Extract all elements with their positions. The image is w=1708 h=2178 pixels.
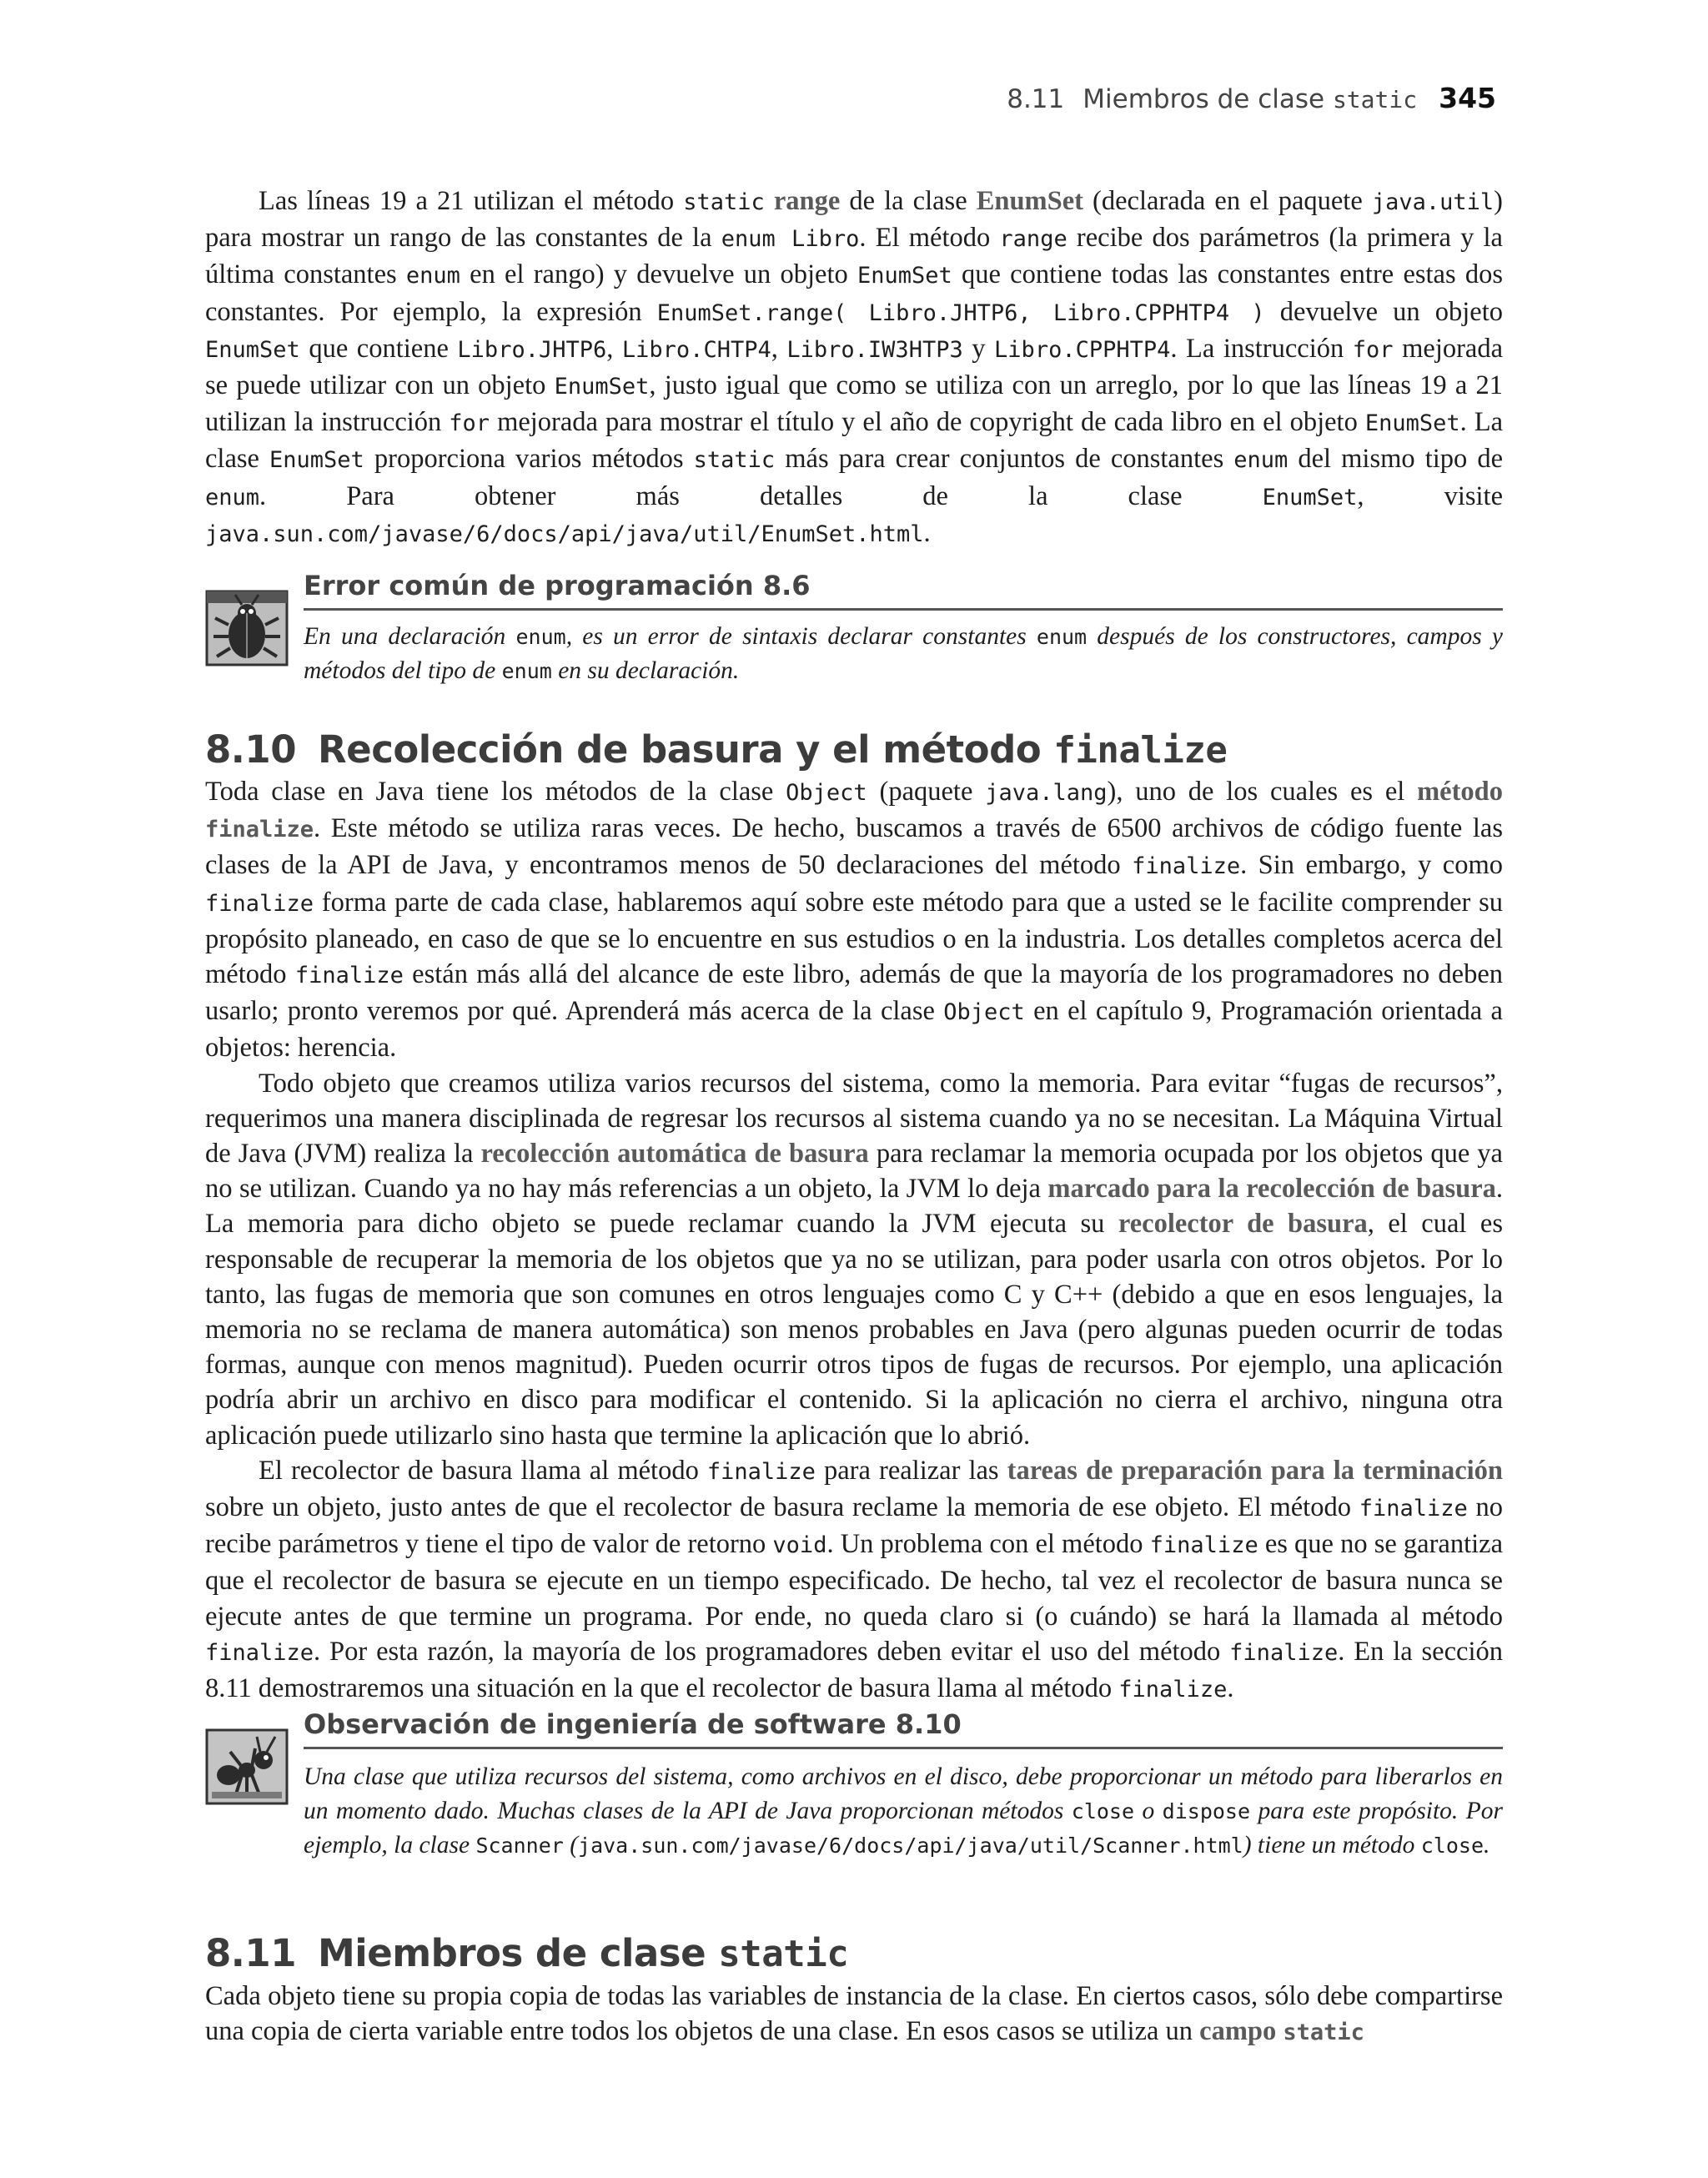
section-number: 8.11 [205, 1931, 297, 1975]
running-head-section: 8.11 [1007, 84, 1065, 114]
running-head [1007, 82, 1496, 114]
section-title: Recolección de basura y el método [318, 727, 1042, 772]
tip-body: Una clase que utiliza recursos del sistema, como archivos en el disco, debe proporcionar un método para liberarlos en un momento dado. Muchas clases de la API de Java proporcionan métodos close o dispose para este propósito. Por ejemplo, la clase Scanner (java.sun.com/javase/6/docs/api/java/util/Scanner.html) tiene un método close. [304, 1763, 1503, 1859]
paragraph: Las líneas 19 a 21 utilizan el método static range de la clase EnumSet (declarada en el paquete java.util) para mostrar un rango de las constantes de la enum Libro. El método range recibe dos parámetros (la primera y la última constantes enum en el rango) y devuelve un objeto EnumSet que contiene todas las constantes entre estas dos constantes. Por ejemplo, la expresión EnumSet.range( Libro.JHTP6, Libro.CPPHTP4 ) devuelve un objeto EnumSet que contiene Libro.JHTP6, Libro.CHTP4, Libro.IW3HTP3 y Libro.CPPHTP4. La instrucción for mejorada se puede utilizar con un objeto EnumSet, justo igual que como se utiliza con un arreglo, por lo que las líneas 19 a 21 utilizan la instrucción for mejorada para mostrar el título y el año de copyright de cada libro en el objeto EnumSet. La clase EnumSet proporciona varios métodos static más para crear conjuntos de constantes enum del mismo tipo de enum. Para obtener más detalles de la clase EnumSet, visite java.sun.com/javase/6/docs/api/java/util/EnumSet.html. [205, 186, 1504, 548]
section-number: 8.10 [205, 727, 297, 772]
tip-title: Observación de ingeniería de software 8.10 [304, 1708, 1503, 1749]
paragraph: El recolector de basura llama al método finalize para realizar las tareas de preparación para la terminación sobre un objeto, justo antes de que el recolector de basura reclame la memoria de ese objeto. El método finalize no recibe parámetros y tiene el tipo de valor de retorno void. Un problema con el método finalize es que no se garantiza que el recolector de basura se ejecute en un tiempo especificado. De hecho, tal vez el recolector de basura nunca se ejecute antes de que termine un programa. Por ende, no queda claro si (o cuándo) se hará la llamada al método finalize. Por esta razón, la mayoría de los programadores deben evitar el uso del método finalize. En la sección 8.11 demostraremos una situación en la que el recolector de basura llama al método finalize. [205, 1455, 1504, 1704]
key-term: método finalize [205, 777, 1504, 843]
section-title-code: finalize [1053, 729, 1228, 772]
paragraph-enumset [205, 184, 1503, 552]
running-head-title: Miembros de clase [1083, 84, 1325, 114]
tip-title: Error común de programación 8.6 [304, 570, 1503, 611]
paragraph: Toda clase en Java tiene los métodos de la clase Object (paquete java.lang), uno de los cuales es el método finalize. Este método se utiliza raras veces. De hecho, buscamos a través de 6500 archivos de código fuente las clases de la API de Java, y encontramos menos de 50 declaraciones del método finalize. Sin embargo, y como finalize forma parte de cada clase, hablaremos aquí sobre este método para que a usted se le facilite comprender su propósito planeado, en caso de que se lo encuentre en sus estudios o en la industria. Los detalles completos acerca del método finalize están más allá del alcance de este libro, además de que la mayoría de los programadores no deben usarlo; pronto veremos por qué. Aprenderá más acerca de la clase Object en el capítulo 9, Programación orientada a objetos: herencia. [205, 777, 1504, 1064]
paragraph: Cada objeto tiene su propia copia de todas las variables de instancia de la clase. En ciertos casos, sólo debe compartirse una copia de cierta variable entre todos los objetos de una clase. En esos casos se utiliza un campo static [205, 1981, 1503, 2047]
page-number: 345 [1439, 82, 1496, 114]
tip-body: En una declaración enum, es un error de sintaxis declarar constantes enum después de los constructores, campos y métodos del tipo de enum en su declaración. [304, 623, 1503, 684]
section-heading-8-11 [205, 1931, 1503, 1975]
paragraph: Todo objeto que creamos utiliza varios recursos del sistema, como la memoria. Para evitar “fugas de recursos”, requerimos una manera disciplinada de regresar los recursos al sistema cuando ya no se necesitan. La Máquina Virtual de Java (JVM) realiza la recolección automática de basura para reclamar la memoria ocupada por los objetos que ya no se utilizan. Cuando ya no hay más referencias a un objeto, la JVM lo deja marcado para la recolección de basura. La memoria para dicho objeto se puede reclamar cuando la JVM ejecuta su recolector de basura, el cual es responsable de recuperar la memoria de los objetos que ya no se utilizan, para poder usarla con otros objetos. Por lo tanto, las fugas de memoria que son comunes en otros lenguajes como C y C++ (debido a que en esos lenguajes, la memoria no se reclama de manera automática) son menos probables en Java (pero algunas pueden ocurrir de todas formas, aunque con menos magnitud). Pueden ocurrir otros tipos de fugas de recursos. Por ejemplo, una aplicación podría abrir un archivo en disco para modificar el contenido. Si la aplicación no cierra el archivo, ninguna otra aplicación puede utilizarlo sino hasta que termine la aplicación que lo abrió. [205, 1068, 1503, 1451]
software-engineering-tip [205, 1708, 1503, 1900]
section-heading-8-10 [205, 727, 1503, 772]
section-title: Miembros de clase [318, 1931, 706, 1975]
section-title-code: static [718, 1933, 849, 1975]
common-error-tip [205, 570, 1503, 695]
section-8-10-body [205, 774, 1503, 1708]
key-term: campo static [1199, 2016, 1364, 2047]
section-8-11-body [205, 1979, 1503, 2050]
ant-icon [205, 1727, 289, 1807]
bug-icon [205, 588, 289, 668]
running-head-title-code: static [1332, 86, 1418, 113]
